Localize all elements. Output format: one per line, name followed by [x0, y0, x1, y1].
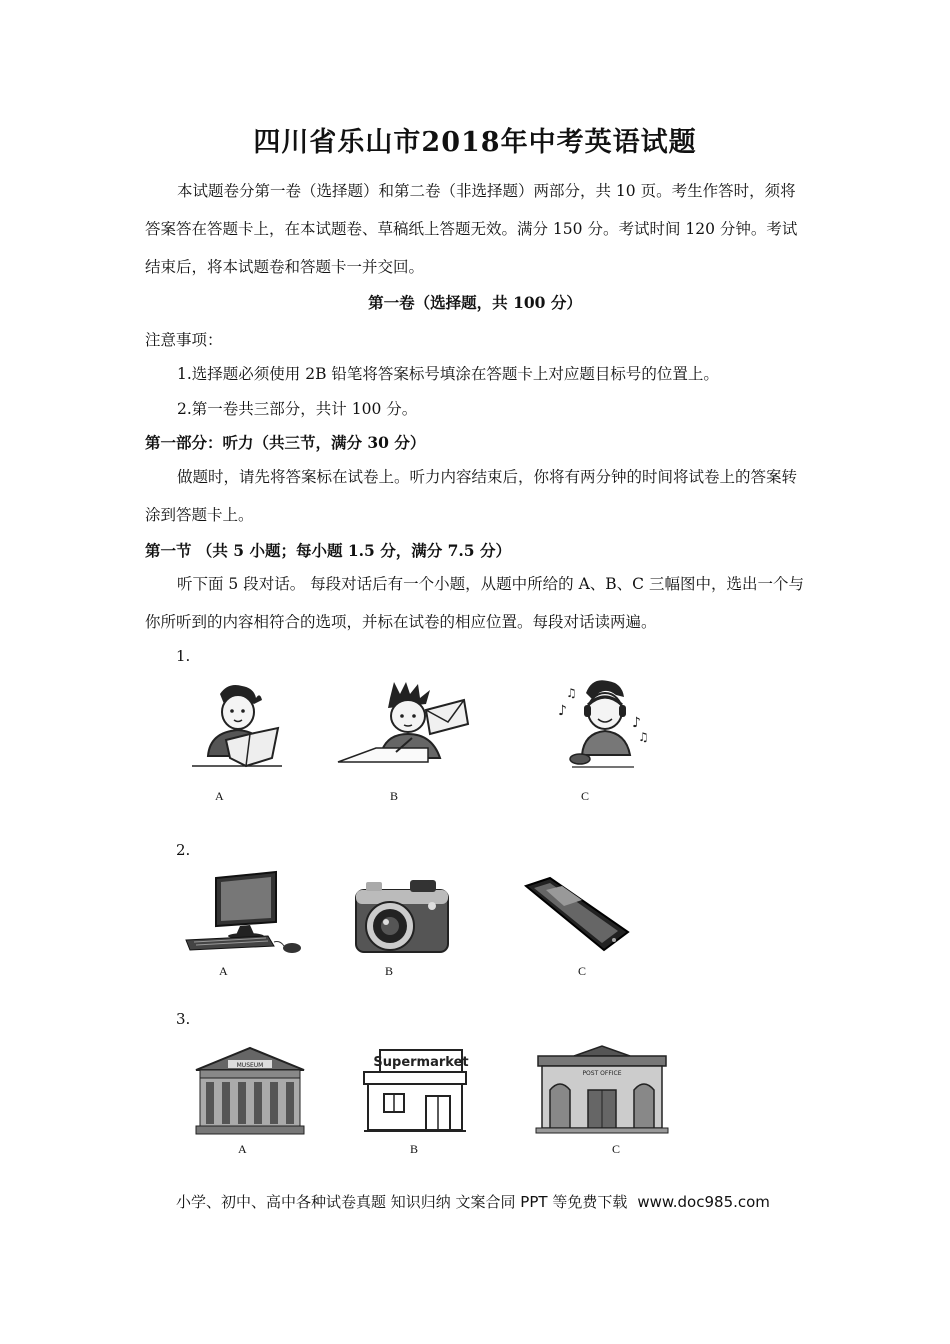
notice-item-2: 2.第一卷共三部分，共计 100 分。 [177, 400, 418, 418]
svg-text:♫: ♫ [566, 686, 577, 700]
svg-text:♫: ♫ [638, 730, 649, 744]
svg-text:♪: ♪ [632, 715, 641, 731]
supermarket-sign-text: Supermarket [373, 1055, 469, 1070]
notice-item-1: 1.选择题必须使用 2B 铅笔将答案标号填涂在答题卡上对应题目标号的位置上。 [177, 365, 719, 383]
question-3-option-b: B [410, 1142, 419, 1156]
question-3-option-c: C [612, 1142, 621, 1156]
part1-heading: 第一部分：听力（共三节，满分 30 分） [145, 433, 426, 452]
question-3-option-a: A [238, 1142, 247, 1156]
question-2-option-b: B [385, 964, 394, 978]
section1-instructions: 听下面 5 段对话。 每段对话后有一个小题，从题中所给的 A、B、C 三幅图中，选出一个与你所听到的内容相符合的选项，并标在试卷的相应位置。每段对话读两遍。 [145, 575, 804, 631]
boy-reading-book-image [190, 682, 282, 770]
part1-instructions: 做题时，请先将答案标在试卷上。听力内容结束后，你将有两分钟的时间将试卷上的答案转涂到答题卡上。 [145, 468, 798, 524]
post-office-sign-text: POST OFFICE [582, 1070, 622, 1077]
question-1-number: 1. [176, 647, 191, 665]
smartphone-image [522, 876, 632, 956]
footer-text: 小学、初中、高中各种试卷真题 知识归纳 文案合同 PPT 等免费下载 [176, 1193, 628, 1211]
volume1-heading: 第一卷（选择题，共 100 分） [368, 293, 582, 312]
intro-paragraph: 本试题卷分第一卷（选择题）和第二卷（非选择题）两部分，共 10 页。考生作答时，须将答案答在答题卡上，在本试题卷、草稿纸上答题无效。满分 150 分。考试时间 120 分钟。考试结束后，将本试题卷和答题卡一并交回。 [145, 182, 798, 276]
museum-sign-text: MUSEUM [236, 1062, 264, 1069]
boy-writing-letter-image [336, 682, 476, 766]
camera-image [350, 876, 454, 956]
svg-text:♪: ♪ [558, 703, 567, 719]
question-1-option-b: B [390, 789, 399, 803]
boy-listening-music-image [552, 675, 652, 773]
question-2-option-c: C [578, 964, 587, 978]
desktop-computer-image [184, 870, 310, 956]
question-2-option-a: A [219, 964, 228, 978]
question-2-number: 2. [176, 841, 191, 859]
question-3-number: 3. [176, 1010, 191, 1028]
post-office-building-image [534, 1044, 670, 1134]
footer-banner [176, 1191, 770, 1212]
museum-building-image [192, 1044, 308, 1136]
question-1-option-c: C [581, 789, 590, 803]
supermarket-building-image [360, 1048, 470, 1134]
notice-label: 注意事项： [145, 331, 223, 349]
footer-url-link[interactable]: www.doc985.com [637, 1193, 770, 1211]
page-title: 四川省乐山市2018年中考英语试题 [253, 127, 697, 158]
section1-heading: 第一节 （共 5 小题；每小题 1.5 分，满分 7.5 分） [145, 541, 511, 560]
question-1-option-a: A [215, 789, 224, 803]
